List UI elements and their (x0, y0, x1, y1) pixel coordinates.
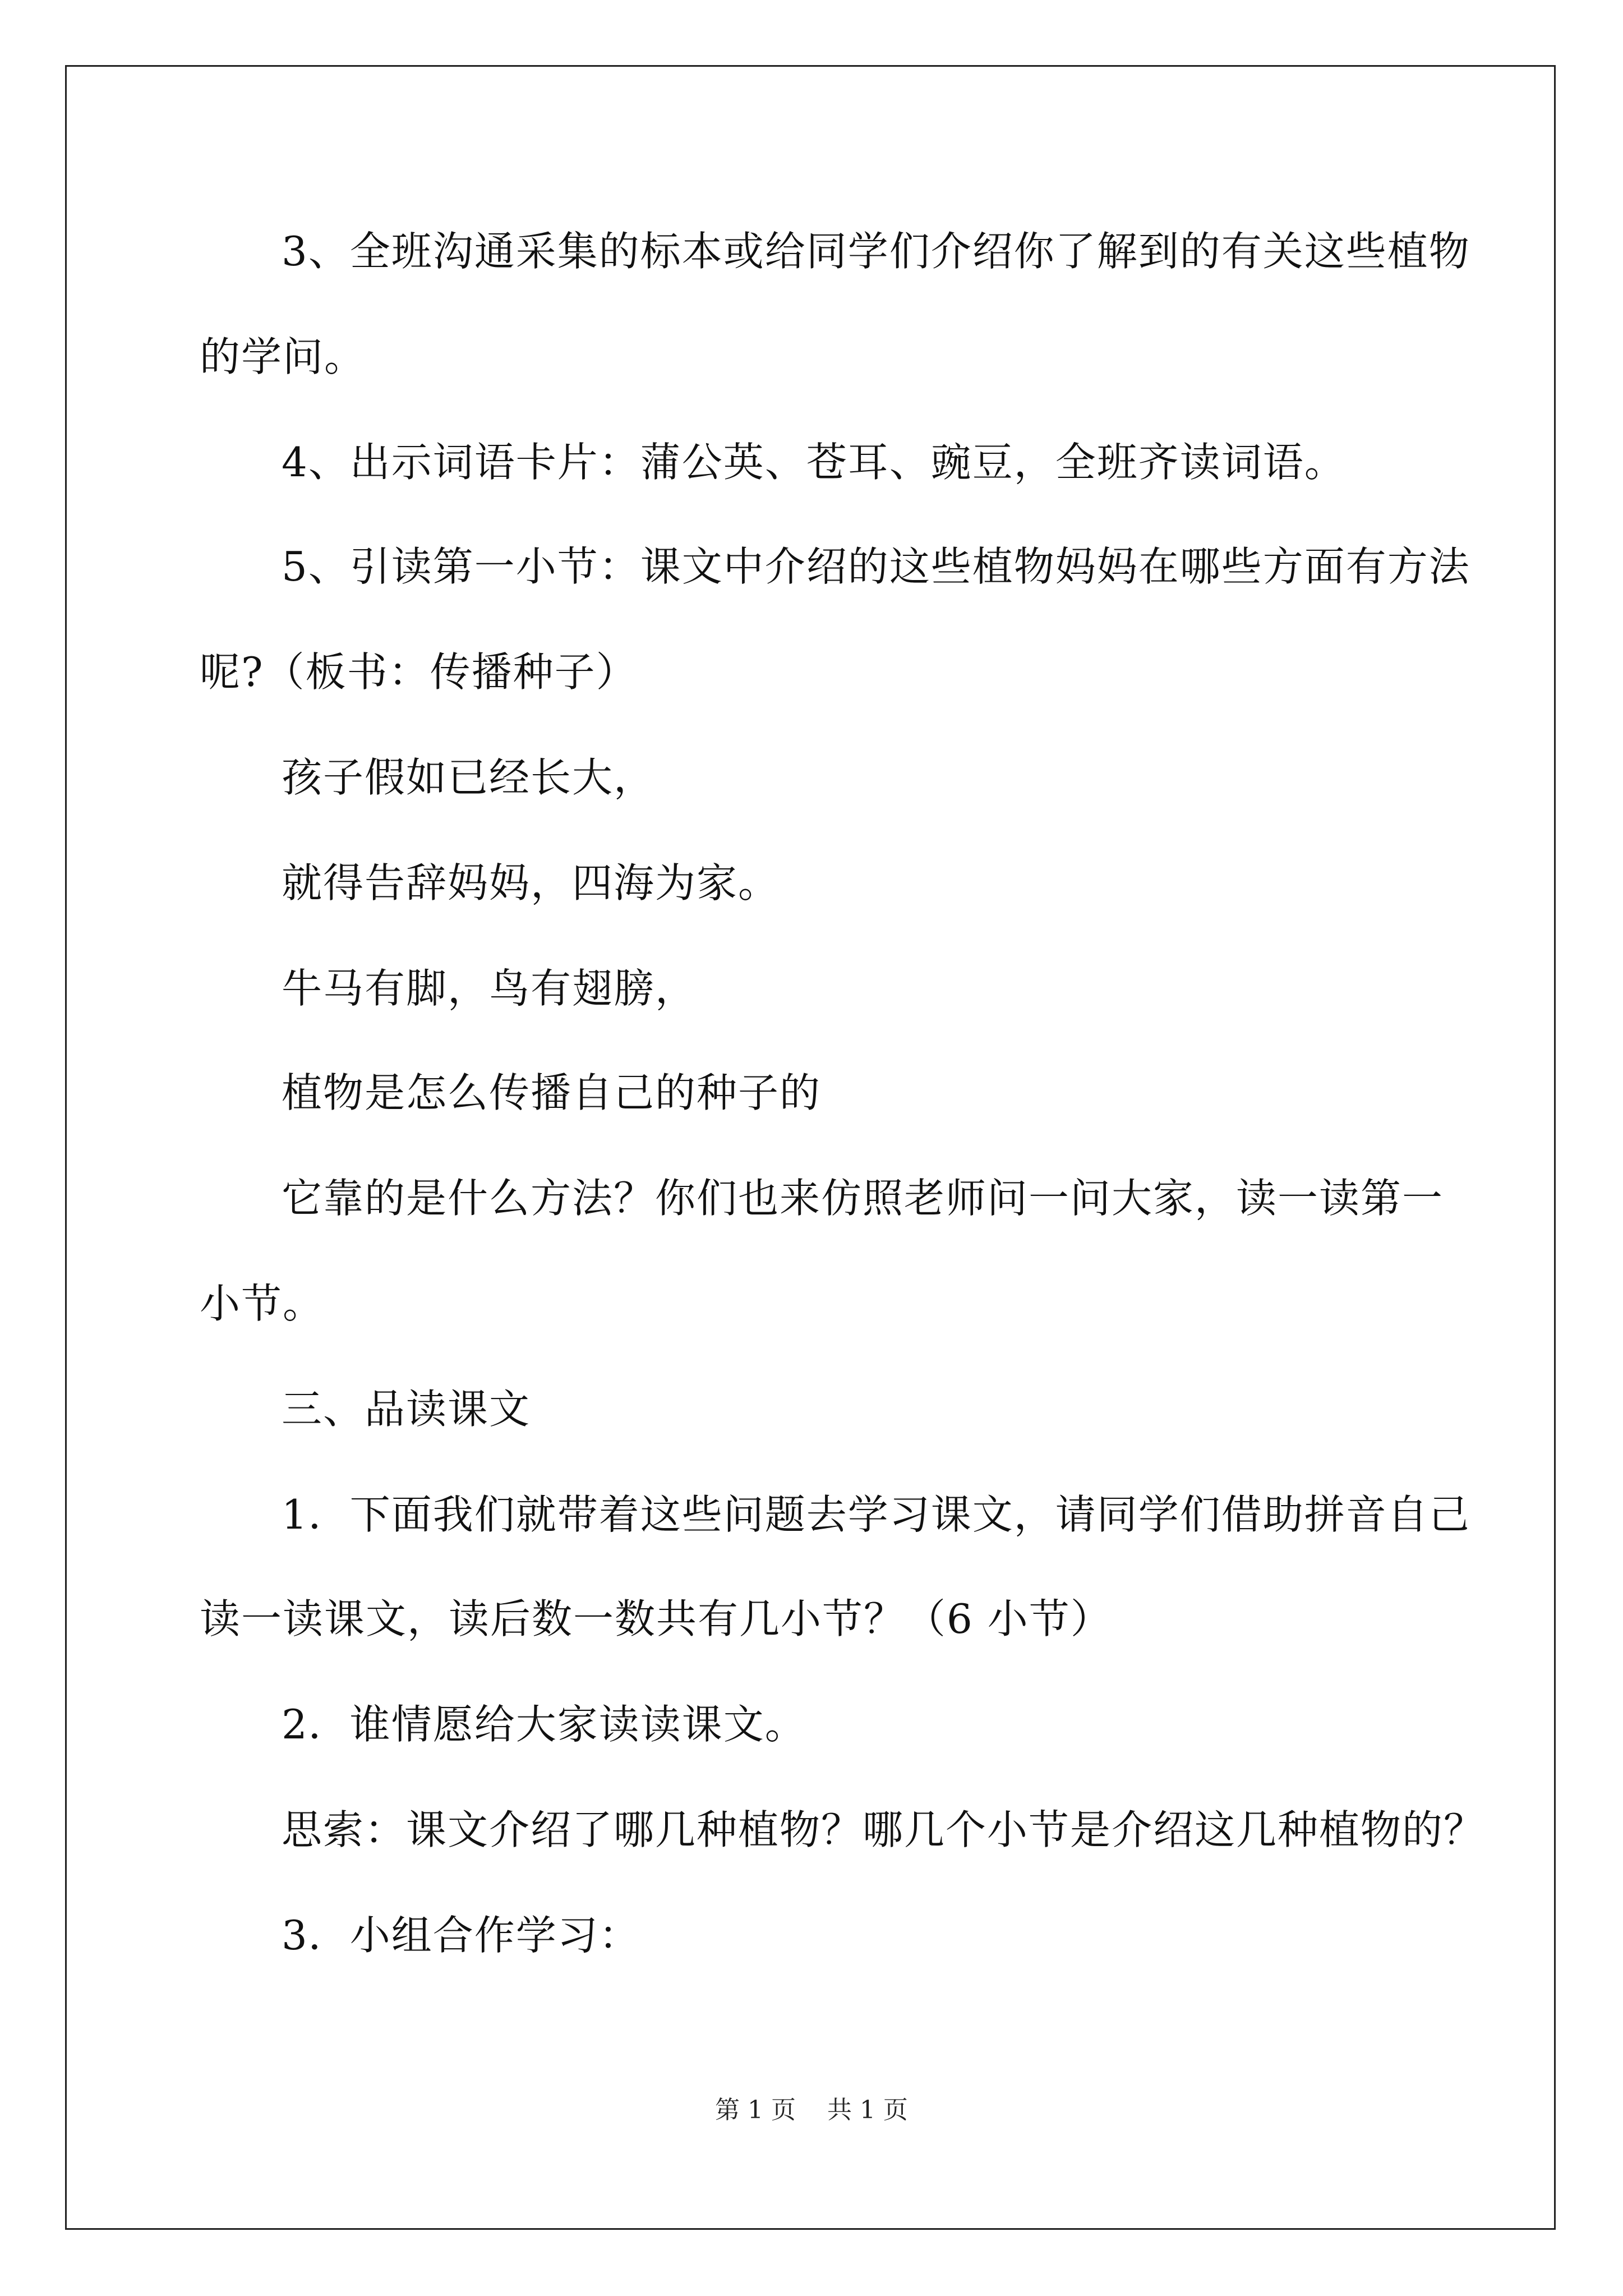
paragraph-line: 它靠的是什么方法？你们也来仿照老师问一问大家，读一读第一 (282, 1175, 1444, 1222)
poem-line: 孩子假如已经长大， (282, 754, 656, 801)
paragraph-line: 2．谁情愿给大家读读课文。 (282, 1701, 806, 1748)
paragraph-line: 读一读课文，读后数一数共有几小节？（6 小节） (200, 1595, 1112, 1642)
poem-line: 植物是怎么传播自己的种子的 (282, 1069, 822, 1116)
paragraph-line: 小节。 (200, 1280, 325, 1327)
paragraph-line: 呢?（板书：传播种子） (200, 648, 638, 696)
poem-line: 牛马有脚，鸟有翅膀， (282, 965, 697, 1012)
paragraph-line: 5、引读第一小节：课文中介绍的这些植物妈妈在哪些方面有方法 (282, 543, 1470, 590)
paragraph-line: 3、全班沟通采集的标本或给同学们介绍你了解到的有关这些植物 (282, 228, 1470, 275)
paragraph-line: 思索：课文介绍了哪几种植物？哪几个小节是介绍这几种植物的？ (282, 1806, 1486, 1853)
paragraph-line: 1．下面我们就带着这些问题去学习课文，请同学们借助拼音自己 (282, 1491, 1470, 1538)
page-border (65, 65, 1556, 2230)
paragraph-line: 3．小组合作学习： (282, 1912, 640, 1959)
paragraph-line: 4、出示词语卡片：蒲公英、苍耳、豌豆，全班齐读词语。 (282, 439, 1346, 486)
paragraph-line: 的学问。 (200, 333, 366, 380)
page-footer: 第 1 页 共 1 页 (715, 2096, 908, 2124)
poem-line: 就得告辞妈妈，四海为家。 (282, 859, 780, 907)
section-heading: 三、品读课文 (282, 1386, 531, 1433)
